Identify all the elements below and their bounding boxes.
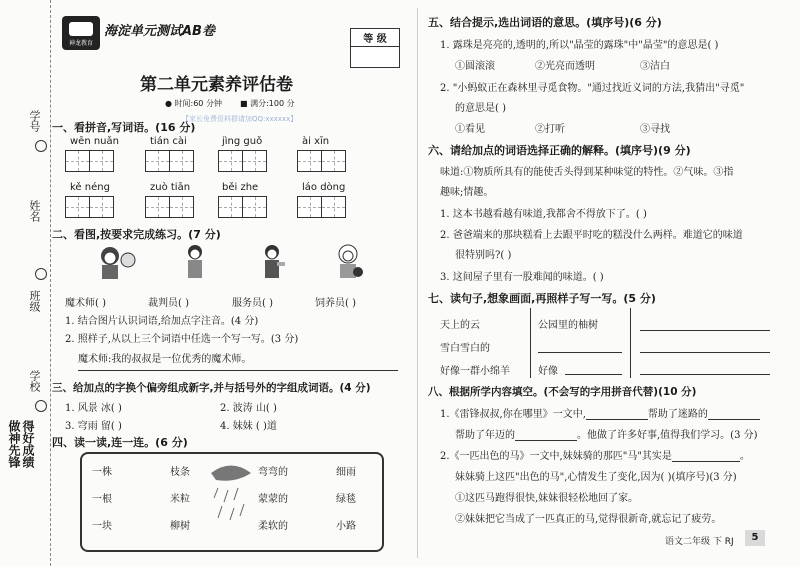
q8-text: 。 [739, 451, 750, 462]
q8-heading: 八、根据所学内容填空。(不会写的字用拼音代替)(10 分) [428, 386, 697, 398]
page-number: 5 [745, 530, 765, 546]
margin-slogan-1: 做神先锋 [7, 420, 21, 468]
q2-example: 魔术师:我的叔叔是一位优秀的魔术师。 [78, 354, 252, 365]
measure-word: 一根 [92, 494, 112, 505]
writing-grid[interactable] [145, 150, 193, 172]
q6-sentence-2b: 很特别吗?( ) [455, 250, 512, 261]
writing-grid[interactable] [145, 196, 193, 218]
answer-line[interactable] [640, 330, 770, 331]
q2-item-1: 1. 结合图片认识词语,给加点字注音。(4 分) [65, 316, 259, 327]
match-word[interactable] [336, 517, 356, 532]
option[interactable]: ①看见 [455, 124, 485, 135]
q3-item: 1. 风景 冰( ) [65, 403, 122, 414]
pinyin-label: wēn nuǎn [70, 136, 119, 147]
breeder-illustration [330, 242, 366, 282]
pinyin-label: tián cài [150, 136, 187, 147]
noun-word: 柳树 [170, 521, 190, 532]
example-line: 天上的云 [440, 320, 480, 331]
q8-text: 帮助了迷路的 [647, 409, 708, 420]
noun-word: 米粒 [170, 494, 190, 505]
match-word[interactable] [258, 490, 288, 505]
q3-heading: 三、给加点的字换个偏旁组成新字,并与括号外的字组成词语。(4 分) [52, 382, 371, 394]
job-label: 裁判员( ) [148, 298, 189, 309]
option[interactable]: ②光亮而透明 [535, 61, 595, 72]
noun-word: 小路 [336, 521, 356, 532]
q8-text: 帮助了年迈的 [455, 430, 515, 441]
job-label: 饲养员( ) [315, 298, 356, 309]
q7-heading: 七、读句子,想象画面,再照样子写一写。(5 分) [428, 292, 656, 305]
q6-sentence-2a: 2. 爸爸端来的那块糕看上去跟平时吃的糕没什么两样。难道它的味道 [440, 230, 743, 241]
brand-logo-icon [62, 16, 100, 50]
q3-item: 2. 波涛 山( ) [220, 403, 277, 414]
noun-word: 绿毯 [336, 494, 356, 505]
watermark: 【家长免费资料群请加QQ:xxxxxx】 [182, 115, 298, 123]
binding-hole-icon [35, 140, 47, 152]
q5-item-2a: 2. "小蚂蚁正在森林里寻觅食物。"通过找近义词的方法,我猜出"寻觅" [440, 83, 745, 94]
answer-line[interactable] [78, 370, 398, 371]
prompt-line: 好像 [538, 366, 558, 377]
q1-heading: 一、看拼音,写词语。(16 分) [52, 121, 196, 134]
exam-score: ■ 满分:100 分 [240, 99, 295, 108]
q8-line: 妹妹骑上这匹"出色的马",心情发生了变化,因为( )(填序号)(3 分) [455, 472, 737, 483]
q2-item-2: 2. 照样子,从以上三个词语中任选一个写一写。(3 分) [65, 334, 299, 345]
margin-label-school: 学校 [28, 370, 41, 392]
answer-blank[interactable] [708, 409, 760, 420]
answer-line[interactable] [538, 352, 622, 353]
pinyin-label: ài xīn [302, 136, 330, 147]
pinyin-label: jìng guǒ [222, 136, 263, 147]
q6-sentence-1: 1. 这本书越看越有味道,我都舍不得放下了。( ) [440, 209, 647, 220]
binding-margin [0, 0, 51, 566]
q5-item-1: 1. 露珠是亮亮的,透明的,所以"晶莹的露珠"中"晶莹"的意思是( ) [440, 40, 719, 51]
option[interactable]: ③寻找 [640, 124, 670, 135]
measure-word: 一块 [92, 521, 112, 532]
adjective-word: 弯弯的 [258, 467, 288, 478]
page-divider [417, 8, 418, 558]
option[interactable]: ②打听 [535, 124, 565, 135]
q8-line [455, 426, 758, 441]
answer-line[interactable] [565, 374, 622, 375]
match-word[interactable] [258, 463, 288, 478]
option[interactable]: ③洁白 [640, 61, 670, 72]
prompt-line: 公园里的柚树 [538, 320, 598, 331]
pinyin-label: běi zhe [222, 182, 259, 193]
writing-grid[interactable] [297, 196, 345, 218]
q2-heading: 二、看图,按要求完成练习。(7 分) [52, 228, 221, 241]
match-word[interactable] [258, 517, 288, 532]
pinyin-label: zuò tiān [150, 182, 191, 193]
pinyin-label: láo dòng [302, 182, 346, 193]
adjective-word: 柔软的 [258, 521, 288, 532]
q5-heading: 五、结合提示,选出词语的意思。(填序号)(6 分) [428, 16, 662, 29]
q8-text: 1.《雷锋叔叔,你在哪里》一文中, [440, 409, 586, 420]
noun-word: 细雨 [336, 467, 356, 478]
answer-blank[interactable] [586, 409, 648, 420]
binding-hole-icon [35, 400, 47, 412]
match-word[interactable] [336, 463, 356, 478]
dragon-rain-illustration [206, 458, 256, 538]
match-word[interactable] [92, 490, 112, 505]
answer-blank[interactable] [515, 430, 577, 441]
margin-label-class: 班级 [28, 290, 41, 312]
magician-illustration [90, 242, 140, 282]
answer-blank[interactable] [672, 451, 740, 462]
exam-time: ● 时间:60 分钟 [165, 99, 222, 108]
adjective-word: 蒙蒙的 [258, 494, 288, 505]
q4-heading: 四、读一读,连一连。(6 分) [52, 436, 188, 449]
q6-definition-1: 味道:①物质所具有的能使舌头得到某种味觉的特性。②气味。③指 [440, 167, 734, 178]
q8-option-2: ②妹妹把它当成了一匹真正的马,觉得很新奇,就忘记了疲劳。 [455, 514, 722, 525]
q5-item-2b: 的意思是( ) [455, 103, 506, 114]
writing-grid[interactable] [218, 150, 266, 172]
referee-illustration [180, 242, 210, 282]
footer-grade: 语文二年级 下 RJ [665, 537, 734, 547]
match-word[interactable] [170, 463, 190, 478]
q6-definition-2: 趣味;情趣。 [440, 187, 494, 198]
column-divider [630, 308, 631, 378]
q8-text: 2.《一匹出色的马》一文中,妹妹骑的那匹"马"其实是 [440, 451, 672, 462]
answer-line[interactable] [640, 352, 770, 353]
writing-grid[interactable] [218, 196, 266, 218]
grade-box [350, 28, 400, 68]
writing-grid[interactable] [65, 150, 113, 172]
margin-label-id: 学号 [28, 110, 41, 132]
match-word[interactable] [336, 490, 356, 505]
noun-word: 枝条 [170, 467, 190, 478]
margin-slogan-2: 得好成绩 [21, 420, 35, 468]
match-word[interactable] [170, 517, 190, 532]
grade-label: 等 级 [351, 29, 399, 47]
q8-option-1: ①这匹马跑得很快,妹妹很轻松地回了家。 [455, 493, 639, 504]
example-line: 好像一群小绵羊 [440, 366, 510, 377]
q6-heading: 六、请给加点的词语选择正确的解释。(填序号)(9 分) [428, 144, 691, 157]
brand-subtitle: 神龙教育 [68, 40, 93, 47]
waiter-illustration [257, 242, 287, 282]
measure-word: 一株 [92, 467, 112, 478]
writing-grid[interactable] [297, 150, 345, 172]
match-word[interactable] [92, 517, 112, 532]
column-divider [530, 308, 531, 378]
match-word[interactable] [170, 490, 190, 505]
q8-line [440, 447, 750, 462]
example-line: 雪白雪白的 [440, 343, 490, 354]
q6-sentence-3: 3. 这间屋子里有一股难闻的味道。( ) [440, 272, 604, 283]
pinyin-label: kě néng [70, 182, 110, 193]
q8-text: 。他做了许多好事,值得我们学习。(3 分) [577, 430, 758, 441]
q3-item: 3. 穹雨 留( ) [65, 421, 122, 432]
margin-label-name: 姓名 [28, 200, 41, 222]
job-label: 服务员( ) [232, 298, 273, 309]
q3-item: 4. 妹妹 ( )道 [220, 421, 277, 432]
q8-line [440, 405, 760, 420]
option[interactable]: ①圆滚滚 [455, 61, 495, 72]
page-title: 第二单元素养评估卷 [140, 75, 293, 95]
answer-line[interactable] [640, 374, 770, 375]
brand-title: 海淀单元测试AB卷 [104, 24, 215, 39]
binding-hole-icon [35, 268, 47, 280]
match-word[interactable] [92, 463, 112, 478]
job-label: 魔术师( ) [65, 298, 106, 309]
writing-grid[interactable] [65, 196, 113, 218]
